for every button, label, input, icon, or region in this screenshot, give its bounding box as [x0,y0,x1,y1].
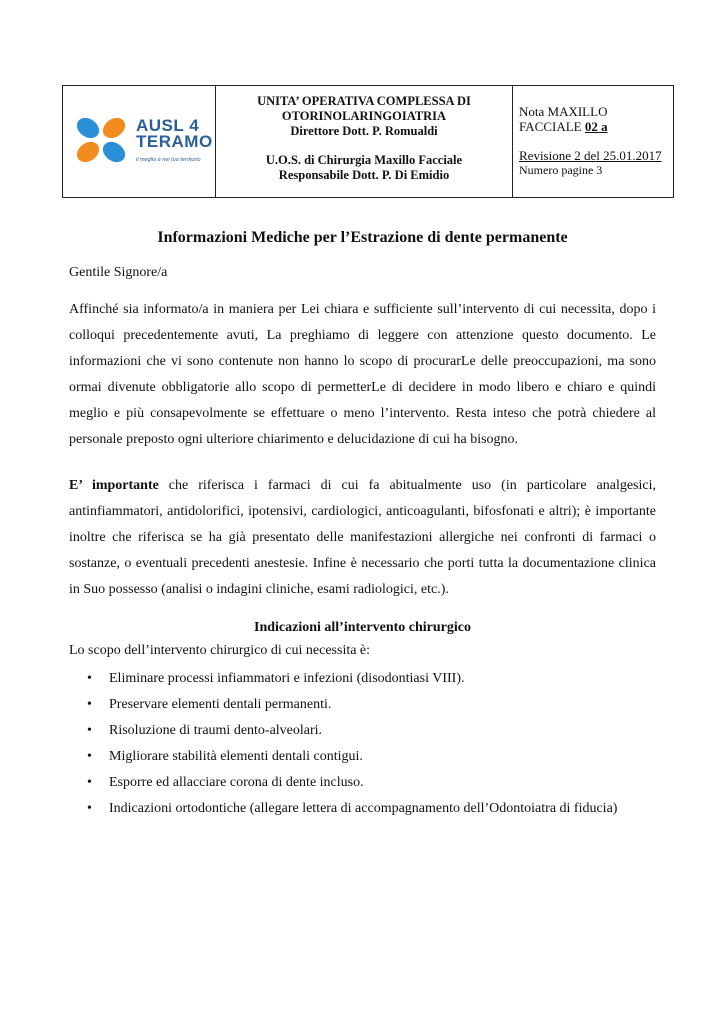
intro-paragraph: Affinché sia informato/a in maniera per Lei chiara e sufficiente sull’intervento di cui necessita, dopo i colloqui precedentemente avuti, La preghiamo di leggere con attenzione questo documento. Le informazioni che vi sono contenute non hanno lo scopo di procurarLe delle preoccupazioni, ma sono ormai divenute obbligatorie allo scopo di permetterLe di decidere in modo libero e chiaro e quindi meglio e più consapevolmente se effettuare o meno l’intervento. Resta inteso che potrà chiedere al personale preposto ogni ulteriore chiarimento e delucidazione di cui ha bisogno. [69,302,656,447]
bullet-icon: • [87,775,92,790]
list-item: • Risoluzione di traumi dento-alveolari. [69,718,617,744]
department-line1: UNITA’ OPERATIVA COMPLESSA DI [257,94,471,108]
revision-line: Revisione 2 del 25.01.2017 [519,148,662,163]
logo-line2: TERAMO [136,132,213,151]
unit-line: U.O.S. di Chirurgia Maxillo Facciale [265,153,463,167]
list-item: • Esporre ed allacciare corona di dente incluso. [69,770,617,796]
important-label: E’ importante [69,478,159,493]
list-item: • Migliorare stabilità elementi dentali contigui. [69,744,617,770]
scope-text: Lo scopo dell’intervento chirurgico di cui necessita è: [69,643,371,658]
logo-tagline: il meglio è nel tuo territorio [136,157,201,163]
indications-list [69,666,617,822]
list-item: • Indicazioni ortodontiche (allegare lettera di accompagnamento dell’Odontoiatra di fiducia) [69,796,617,822]
department-cell [216,86,513,197]
ausl-logo-icon [69,110,133,170]
document-info-cell [513,86,673,197]
nota-code: 02 a [584,119,608,134]
greeting: Gentile Signore/a [69,265,168,280]
department-line2: OTORINOLARINGOIATRIA [281,109,447,123]
bullet-icon: • [87,749,92,764]
bullet-icon: • [87,697,92,712]
bullet-icon: • [87,723,92,738]
document-title: Informazioni Mediche per l’Estrazione di dente permanente [157,229,568,246]
medications-text: che riferisca i farmaci di cui fa abitualmente uso (in particolare analgesici, antinfiammatori, antidolorifici, ipotensivi, cardiologici, anticoagulanti, bifosfonati e altri); è importante inoltre che riferisca se ha già presentato delle manifestazioni allergiche nei confronti di farmaci o sostanze, o eventuali precedenti anestesie. Infine è necessario che porti tutta la documentazione clinica in Suo possesso (analisi o indagini cliniche, esami radiologici, etc.). [69,478,656,597]
logo-cell [63,86,216,197]
bullet-icon: • [87,801,92,816]
list-item: • Eliminare processi infiammatori e infezioni (disodontiasi VIII). [69,666,617,692]
nota-prefix: FACCIALE [519,119,585,134]
medications-paragraph [69,473,656,603]
director-line: Direttore Dott. P. Romualdi [290,124,438,138]
nota-line2 [519,119,673,134]
section-title: Indicazioni all’intervento chirurgico [254,620,471,635]
nota-line1: Nota MAXILLO [519,104,608,119]
document-header [62,85,674,198]
responsible-line: Responsabile Dott. P. Di Emidio [278,168,450,182]
logo-line1: AUSL 4 [136,116,200,135]
list-item: • Preservare elementi dentali permanenti. [69,692,617,718]
bullet-icon: • [87,671,92,686]
page-count: Numero pagine 3 [519,163,603,177]
